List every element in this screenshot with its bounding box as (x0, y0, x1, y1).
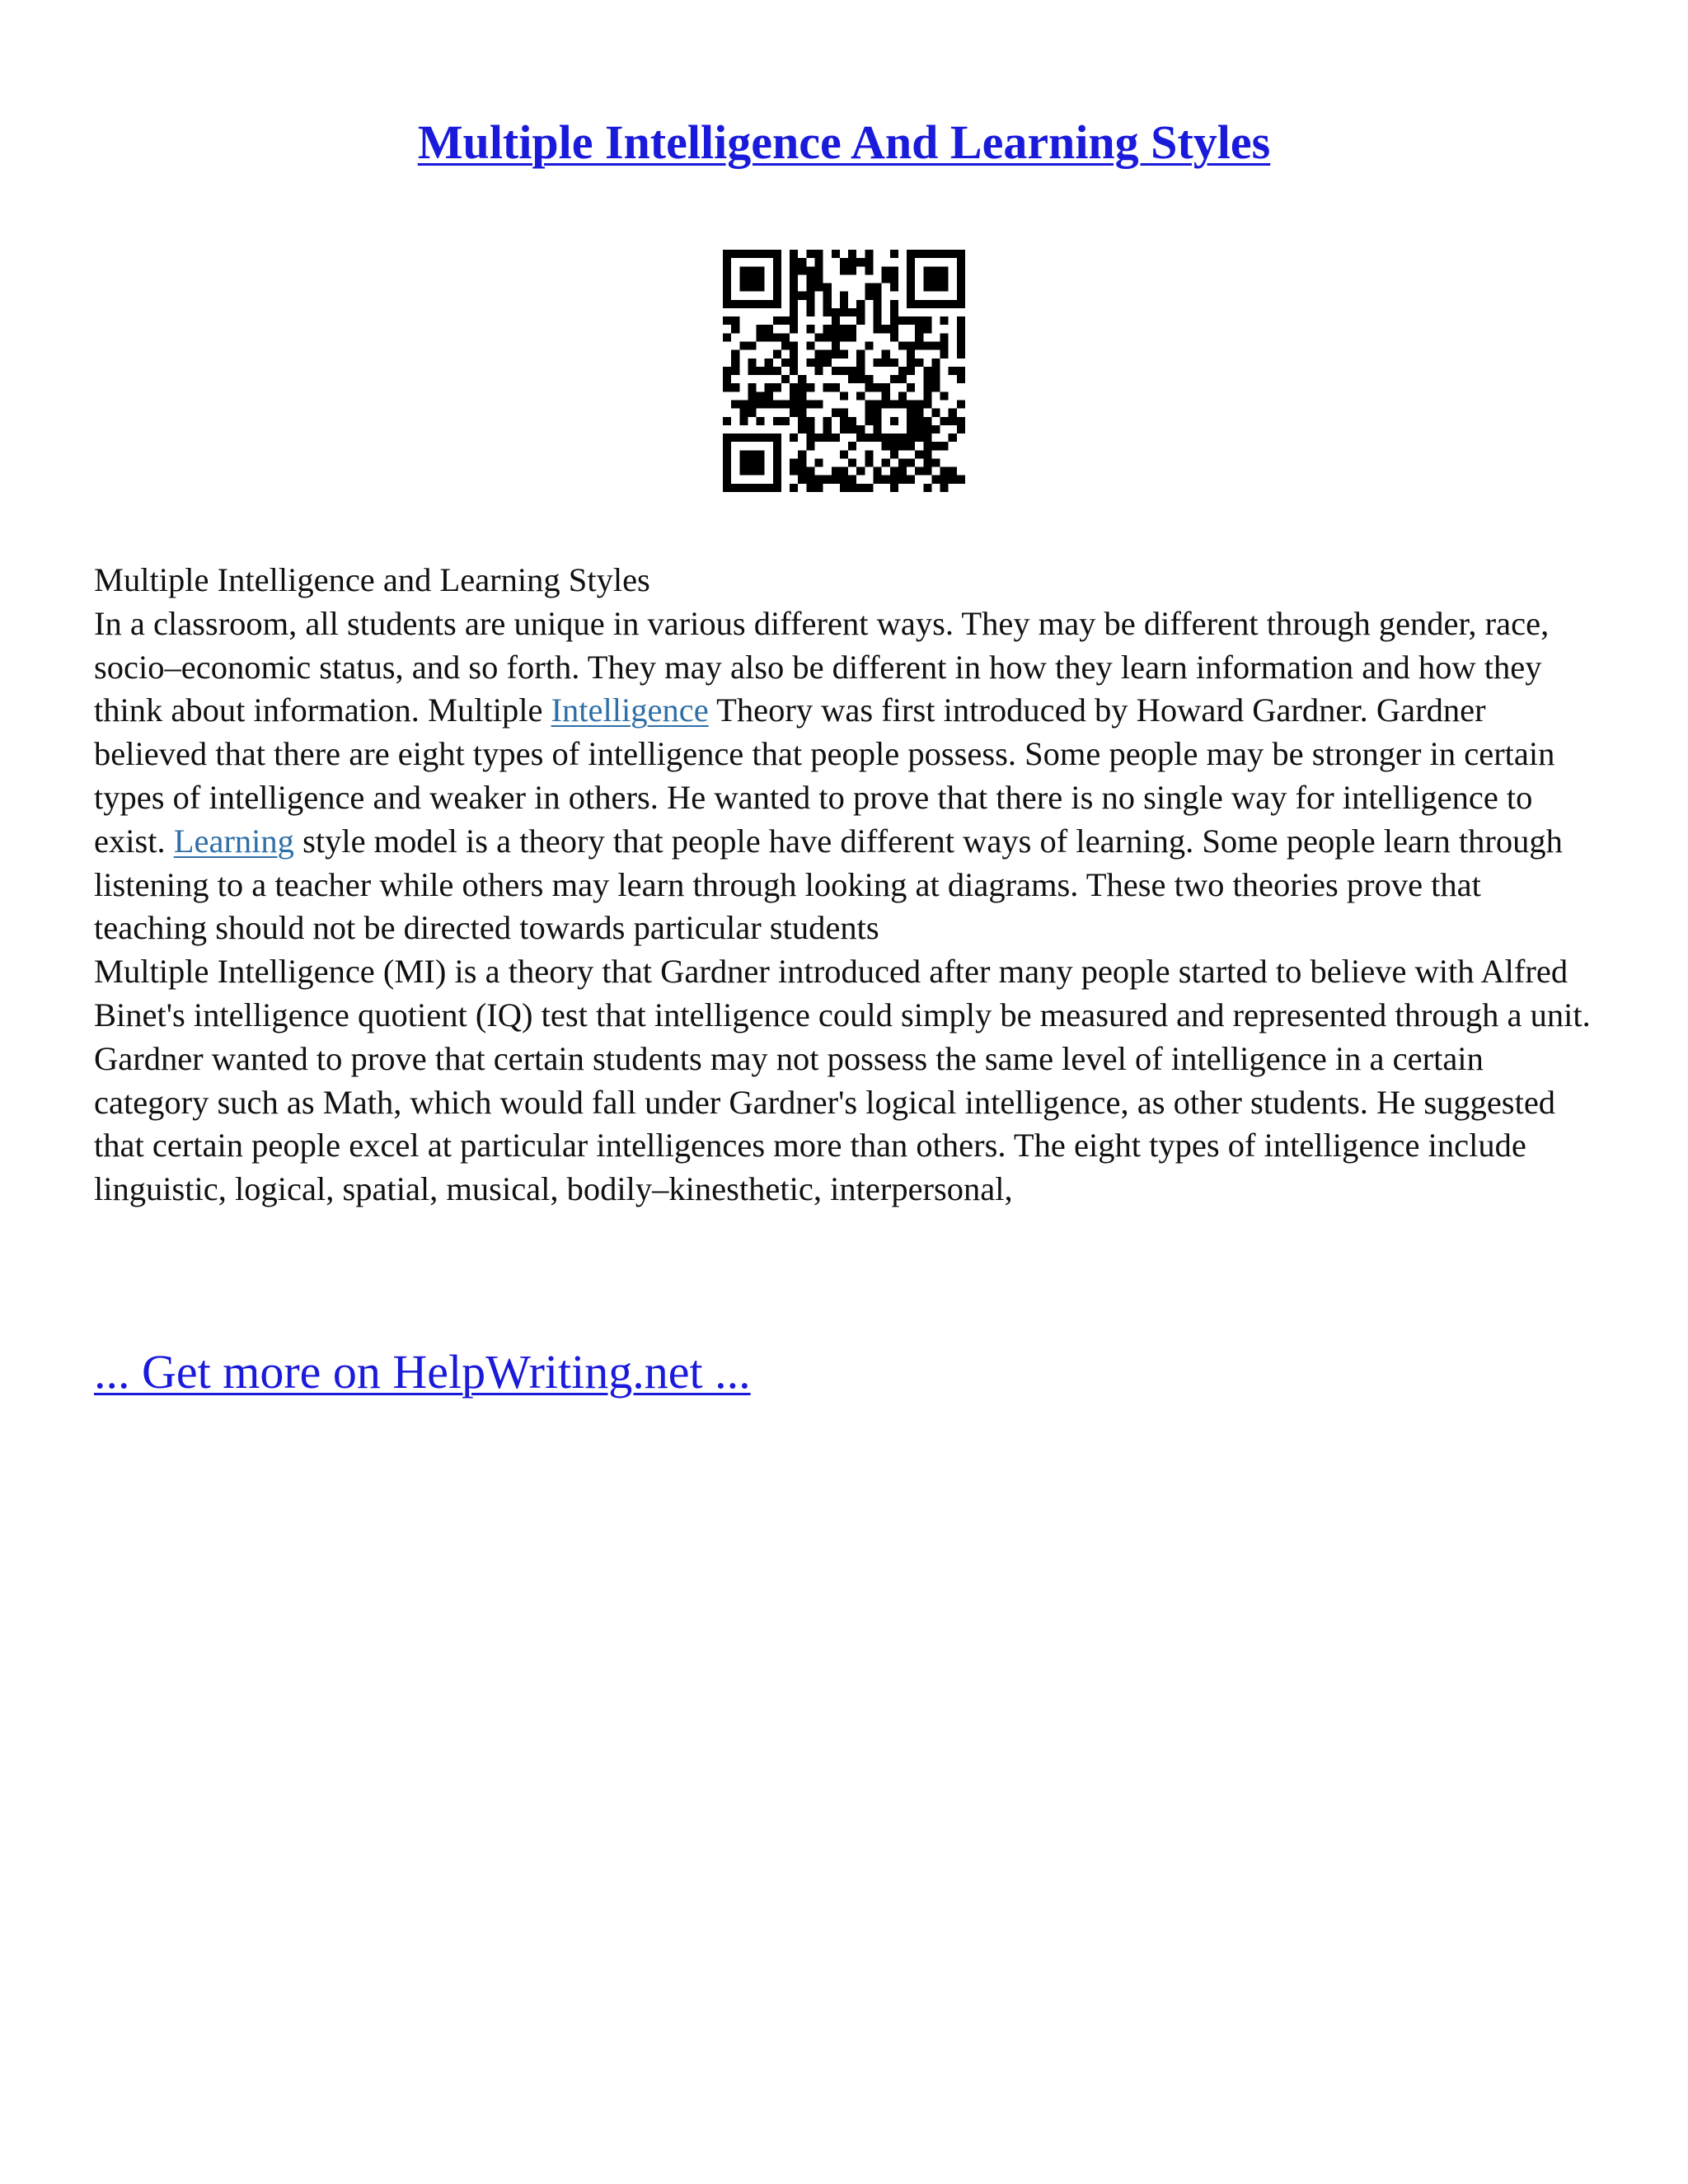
page-title (0, 114, 1688, 171)
get-more-link-container (94, 1343, 751, 1401)
qr-code-icon (723, 250, 965, 492)
article-heading: Multiple Intelligence and Learning Styles (94, 561, 650, 598)
paragraph-text: Theory was first introduced by Howard Gardner. Gardner believed that there are eight types of intelligence that people possess. Some people may be stronger in certain types of intelligence and weaker in others. He wanted to prove that there is no single way for intelligence to exist. (94, 691, 1555, 860)
article-paragraph-1 (94, 602, 1602, 950)
title-link[interactable]: Multiple Intelligence And Learning Styles (417, 115, 1271, 169)
get-more-link[interactable]: ... Get more on HelpWriting.net ... (94, 1345, 751, 1399)
article-body (94, 559, 1602, 1212)
learning-link[interactable]: Learning (173, 822, 294, 860)
article-paragraph-2: Multiple Intelligence (MI) is a theory that Gardner introduced after many people started to believe with Alfred Binet's intelligence quotient (IQ) test that intelligence could simply be measured and represented through a unit. Gardner wanted to prove that certain students may not possess the same level of intelligence in a certain category such as Math, which would fall under Gardner's logical intelligence, as other students. He suggested that certain people excel at particular intelligences more than others. The eight types of intelligence include linguistic, logical, spatial, musical, bodily–kinesthetic, interpersonal, (94, 953, 1591, 1208)
paragraph-text: style model is a theory that people have different ways of learning. Some people learn through listening to a teacher while others may learn through looking at diagrams. These two theories prove that teaching should not be directed towards particular students (94, 822, 1563, 947)
intelligence-link[interactable]: Intelligence (551, 691, 709, 729)
paragraph-text: In a classroom, all students are unique in various different ways. They may be different through gender, race, socio–economic status, and so forth. They may also be different in how they learn information and how they think about information. Multiple (94, 604, 1550, 729)
